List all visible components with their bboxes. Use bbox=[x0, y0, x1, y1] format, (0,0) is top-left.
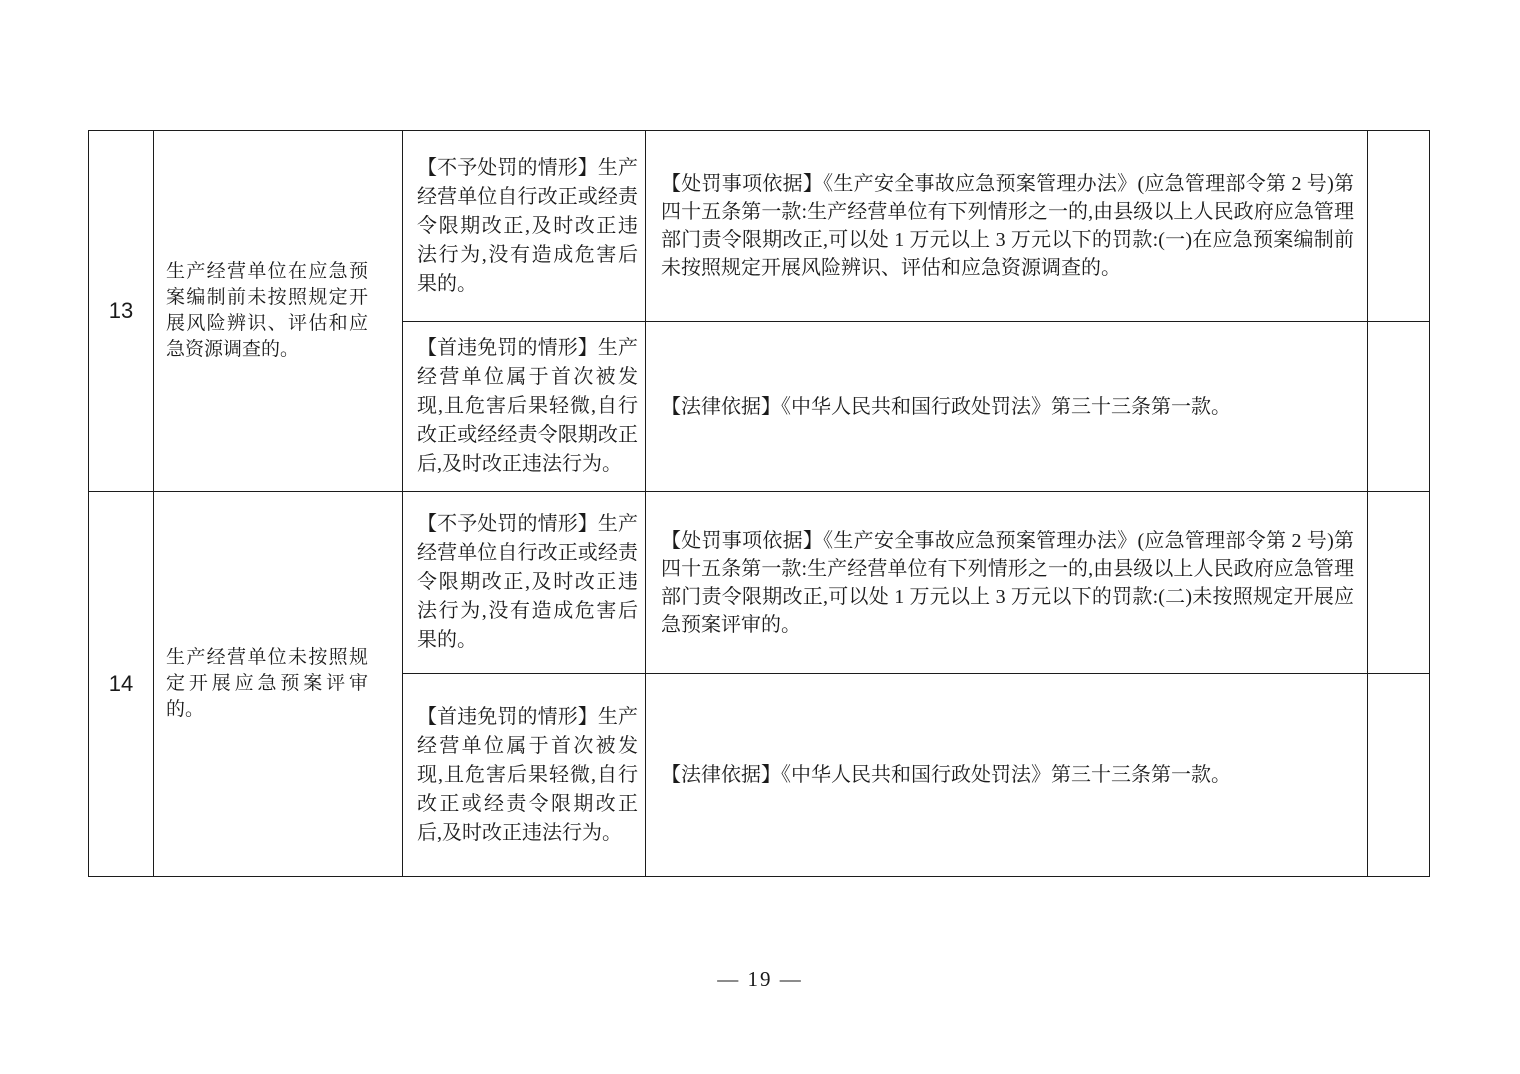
table-row bbox=[89, 131, 1429, 491]
violation-cell bbox=[154, 131, 403, 491]
first-offense-exemption-text: 【首违免罚的情形】生产经营单位属于首次被发现,且危害后果轻微,自行改正或经责令限期改正后,及时改正违法行为。 bbox=[417, 705, 638, 844]
table-row bbox=[89, 491, 1429, 876]
row-subgrid bbox=[403, 492, 1429, 876]
remark-cell-empty bbox=[1368, 492, 1429, 673]
subrow-no-penalty bbox=[403, 492, 1429, 673]
first-offense-exemption-cell bbox=[403, 322, 646, 491]
penalty-basis-text: 【处罚事项依据】《生产安全事故应急预案管理办法》(应急管理部令第 2 号)第四十五条第一款:生产经营单位有下列情形之一的,由县级以上人民政府应急管理部门责令限期改正,可以处 1 万元以上 3 万元以下的罚款:(一)在应急预案编制前未按照规定开展风险辨识、评估和应急资源调查的。 bbox=[661, 173, 1354, 279]
row-number-cell bbox=[89, 131, 154, 491]
page-number: — 19 — bbox=[717, 967, 803, 991]
first-offense-exemption-text: 【首违免罚的情形】生产经营单位属于首次被发现,且危害后果轻微,自行改正或经经责令限期改正后,及时改正违法行为。 bbox=[417, 337, 638, 475]
row-number: 13 bbox=[108, 298, 134, 323]
row-number-cell bbox=[89, 492, 154, 876]
penalty-basis-text: 【处罚事项依据】《生产安全事故应急预案管理办法》(应急管理部令第 2 号)第四十五条第一款:生产经营单位有下列情形之一的,由县级以上人民政府应急管理部门责令限期改正,可以处 1 万元以上 3 万元以下的罚款:(二)未按照规定开展应急预案评审的。 bbox=[661, 529, 1354, 636]
row-subgrid bbox=[403, 131, 1429, 491]
penalty-table bbox=[88, 130, 1430, 877]
subrow-first-offense bbox=[403, 321, 1429, 491]
legal-basis-text: 【法律依据】《中华人民共和国行政处罚法》第三十三条第一款。 bbox=[661, 764, 1231, 786]
row-number: 14 bbox=[108, 671, 134, 696]
no-penalty-condition-text: 【不予处罚的情形】生产经营单位自行改正或经责令限期改正,及时改正违法行为,没有造成危害后果的。 bbox=[417, 156, 638, 295]
violation-text: 生产经营单位未按照规定开展应急预案评审的。 bbox=[166, 647, 368, 720]
legal-basis-cell bbox=[646, 322, 1368, 491]
penalty-basis-cell bbox=[646, 492, 1368, 673]
legal-basis-cell bbox=[646, 674, 1368, 876]
no-penalty-condition-cell bbox=[403, 492, 646, 673]
violation-cell bbox=[154, 492, 403, 876]
subrow-first-offense bbox=[403, 673, 1429, 876]
subrow-no-penalty bbox=[403, 131, 1429, 321]
violation-text: 生产经营单位在应急预案编制前未按照规定开展风险辨识、评估和应急资源调查的。 bbox=[166, 261, 368, 360]
no-penalty-condition-cell bbox=[403, 131, 646, 321]
no-penalty-condition-text: 【不予处罚的情形】生产经营单位自行改正或经责令限期改正,及时改正违法行为,没有造成危害后果的。 bbox=[417, 513, 638, 651]
remark-cell-empty bbox=[1368, 131, 1429, 321]
first-offense-exemption-cell bbox=[403, 674, 646, 876]
legal-basis-text: 【法律依据】《中华人民共和国行政处罚法》第三十三条第一款。 bbox=[661, 395, 1231, 418]
remark-cell-empty bbox=[1368, 674, 1429, 876]
penalty-basis-cell bbox=[646, 131, 1368, 321]
remark-cell-empty bbox=[1368, 322, 1429, 491]
